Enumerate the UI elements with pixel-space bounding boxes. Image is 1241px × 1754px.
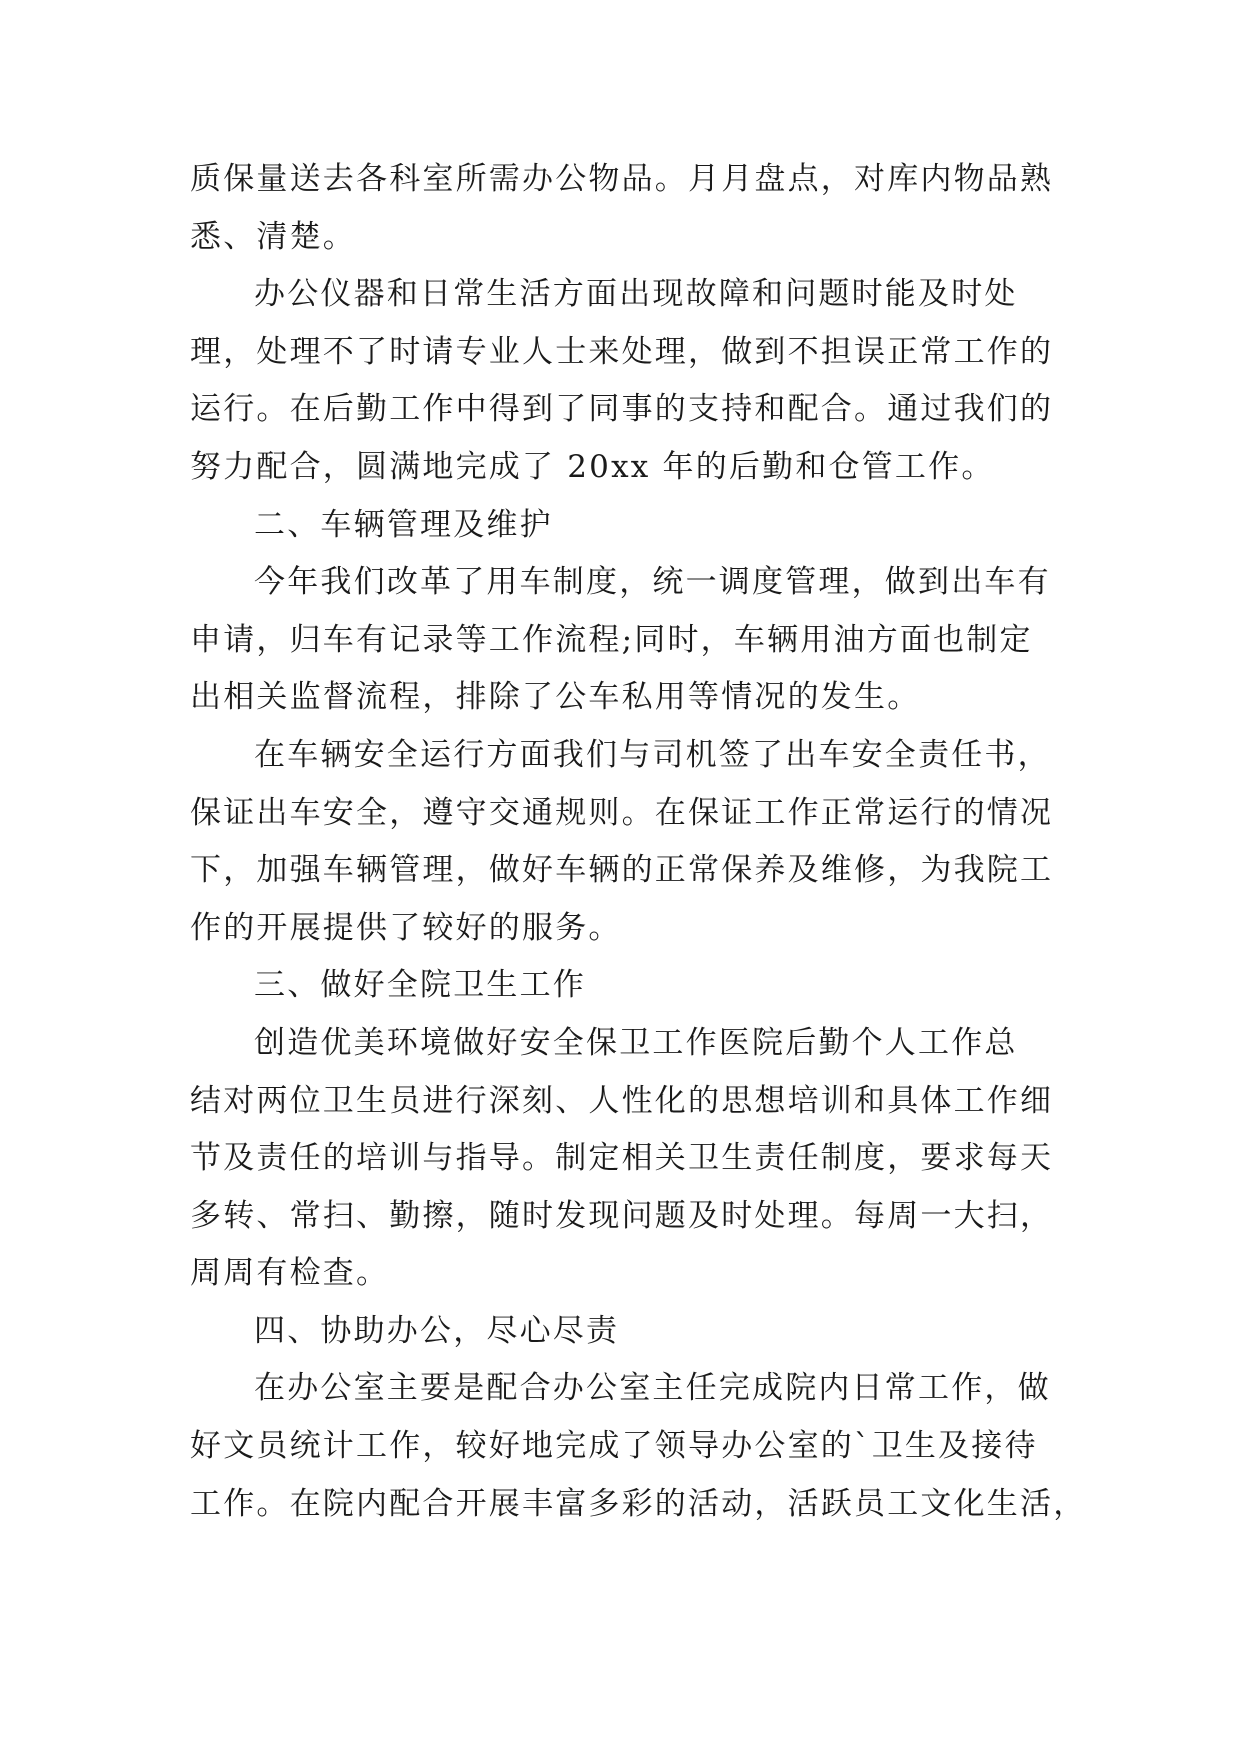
heading-line: 四、协助办公，尽心尽责 xyxy=(254,1312,620,1349)
text-line: 在办公室主要是配合办公室主任完成院内日常工作，做 xyxy=(254,1370,1051,1407)
paragraph-continuation xyxy=(190,1418,1087,1533)
text-line: 今年我们改革了用车制度，统一调度管理，做到出车有 xyxy=(254,564,1051,601)
text-line: 悉、清楚。 xyxy=(190,218,356,255)
heading-line: 二、车辆管理及维护 xyxy=(254,506,553,543)
text-line: 申请，归车有记录等工作流程;同时，车辆用油方面也制定 xyxy=(190,621,1033,658)
section-heading-vehicles xyxy=(190,497,1060,555)
text-line: 节及责任的培训与指导。制定相关卫生责任制度，要求每天 xyxy=(190,1140,1054,1177)
text-line: 理，处理不了时请专业人士来处理，做到不担误正常工作的 xyxy=(190,333,1054,370)
text-line: 多转、常扫、勤擦，随时发现问题及时处理。每周一大扫， xyxy=(190,1197,1054,1234)
text-line: 办公仪器和日常生活方面出现故障和问题时能及时处 xyxy=(254,276,1018,313)
text-line: 保证出车安全，遵守交通规则。在保证工作正常运行的情况 xyxy=(190,794,1054,831)
paragraph xyxy=(190,151,1060,266)
text-line: 努力配合，圆满地完成了 20xx 年的后勤和仓管工作。 xyxy=(190,448,995,485)
paragraph-continuation xyxy=(190,1073,1060,1303)
text-line: 在车辆安全运行方面我们与司机签了出车安全责任书， xyxy=(254,736,1051,773)
paragraph xyxy=(190,1015,1060,1073)
heading-line: 三、做好全院卫生工作 xyxy=(254,967,586,1004)
paragraph-continuation xyxy=(190,324,1060,497)
paragraph xyxy=(190,727,1060,785)
text-line: 下，加强车辆管理，做好车辆的正常保养及维修，为我院工 xyxy=(190,852,1054,889)
document-body xyxy=(190,151,1087,1533)
paragraph xyxy=(190,1360,1060,1418)
text-line: 质保量送去各科室所需办公物品。月月盘点，对库内物品熟 xyxy=(190,161,1054,197)
paragraph xyxy=(190,554,1060,612)
text-line: 工作。在院内配合开展丰富多彩的活动，活跃员工文化生活， xyxy=(190,1485,1087,1522)
text-line: 周周有检查。 xyxy=(190,1255,390,1292)
text-line: 出相关监督流程，排除了公车私用等情况的发生。 xyxy=(190,679,921,716)
section-heading-hygiene xyxy=(190,957,1060,1015)
paragraph xyxy=(190,266,1060,324)
text-line: 作的开展提供了较好的服务。 xyxy=(190,909,622,946)
paragraph-continuation xyxy=(190,785,1060,958)
text-line: 创造优美环境做好安全保卫工作医院后勤个人工作总 xyxy=(254,1024,1018,1061)
text-line: 结对两位卫生员进行深刻、人性化的思想培训和具体工作细 xyxy=(190,1082,1054,1119)
section-heading-office xyxy=(190,1303,1060,1361)
text-line: 运行。在后勤工作中得到了同事的支持和配合。通过我们的 xyxy=(190,391,1054,428)
paragraph-continuation xyxy=(190,612,1060,727)
text-line: 好文员统计工作，较好地完成了领导办公室的`卫生及接待 xyxy=(190,1428,1038,1465)
